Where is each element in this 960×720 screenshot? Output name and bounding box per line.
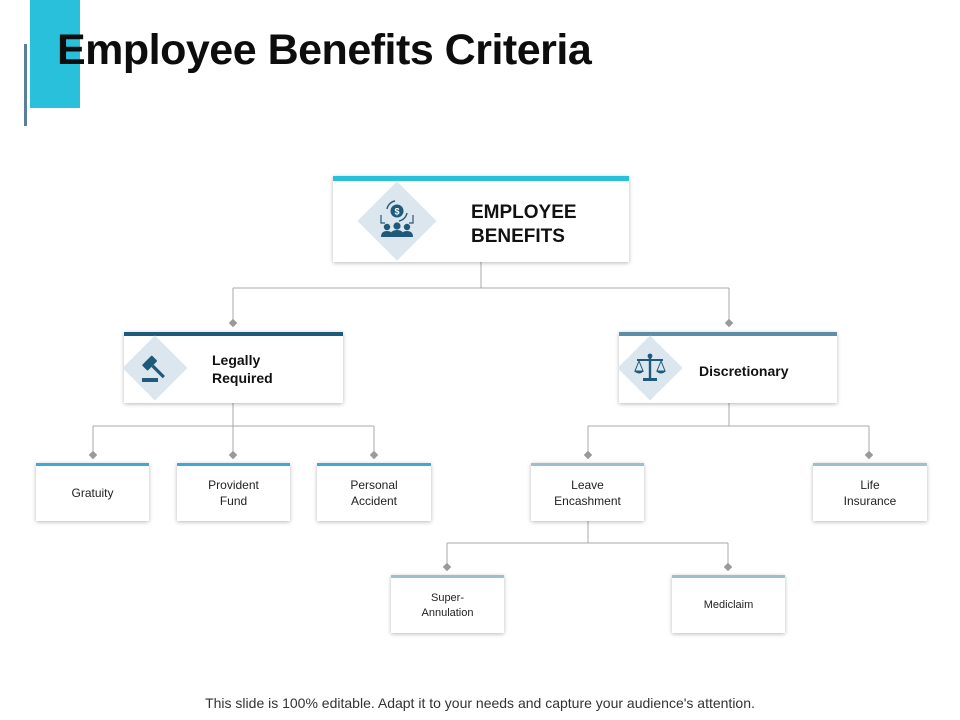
- root-label-line1: EMPLOYEE: [471, 202, 577, 223]
- root-label: [471, 201, 577, 249]
- provident-fund-label: [177, 466, 290, 521]
- gavel-icon: [138, 350, 174, 386]
- svg-text:$: $: [394, 206, 400, 217]
- slide-footer: This slide is 100% editable. Adapt it to your needs and capture your audience's attention.: [205, 695, 755, 711]
- provident-fund-label-line1: Provident: [208, 477, 259, 492]
- superannuation-card: [391, 575, 504, 633]
- superannuation-label-line1: Super-: [430, 592, 465, 605]
- life-insurance-label-line2: Insurance: [843, 493, 897, 508]
- personal-accident-label-line2: Accident: [350, 493, 398, 508]
- life-insurance-label: [813, 466, 927, 521]
- superannuation-label: [391, 578, 504, 633]
- slide-title: Employee Benefits Criteria: [57, 26, 592, 74]
- gratuity-label: [36, 466, 149, 521]
- mediclaim-label-line1: Mediclaim: [703, 599, 754, 612]
- personal-accident-card: [317, 463, 431, 521]
- provident-fund-label-line2: Fund: [219, 493, 248, 508]
- life-insurance-card: [813, 463, 927, 521]
- legally-required-card: [124, 332, 343, 403]
- discretionary-card: [619, 332, 837, 403]
- legal-label-line2: Required: [212, 369, 273, 386]
- gratuity-card: [36, 463, 149, 521]
- personal-accident-label-line1: Personal: [350, 477, 398, 492]
- leave-encashment-label-line2: Encashment: [554, 493, 621, 508]
- legal-label: [212, 352, 273, 387]
- leave-encashment-card: [531, 463, 644, 521]
- money-people-icon: [375, 197, 419, 245]
- employee-benefits-card: [333, 176, 629, 262]
- leave-encashment-label: [531, 466, 644, 521]
- legal-label-line1: Legally: [212, 352, 261, 368]
- root-label-line2: BENEFITS: [471, 225, 565, 247]
- superannuation-label-line2: Annulation: [421, 606, 474, 619]
- mediclaim-label: [672, 578, 785, 633]
- discretionary-label: Discretionary: [699, 363, 789, 379]
- gratuity-label-line1: Gratuity: [71, 485, 114, 500]
- provident-fund-card: [177, 463, 290, 521]
- leave-encashment-label-line1: Leave: [571, 477, 604, 492]
- scales-icon: [632, 350, 668, 386]
- life-insurance-label-line1: Life: [860, 477, 880, 492]
- mediclaim-card: [672, 575, 785, 633]
- personal-accident-label: [317, 466, 431, 521]
